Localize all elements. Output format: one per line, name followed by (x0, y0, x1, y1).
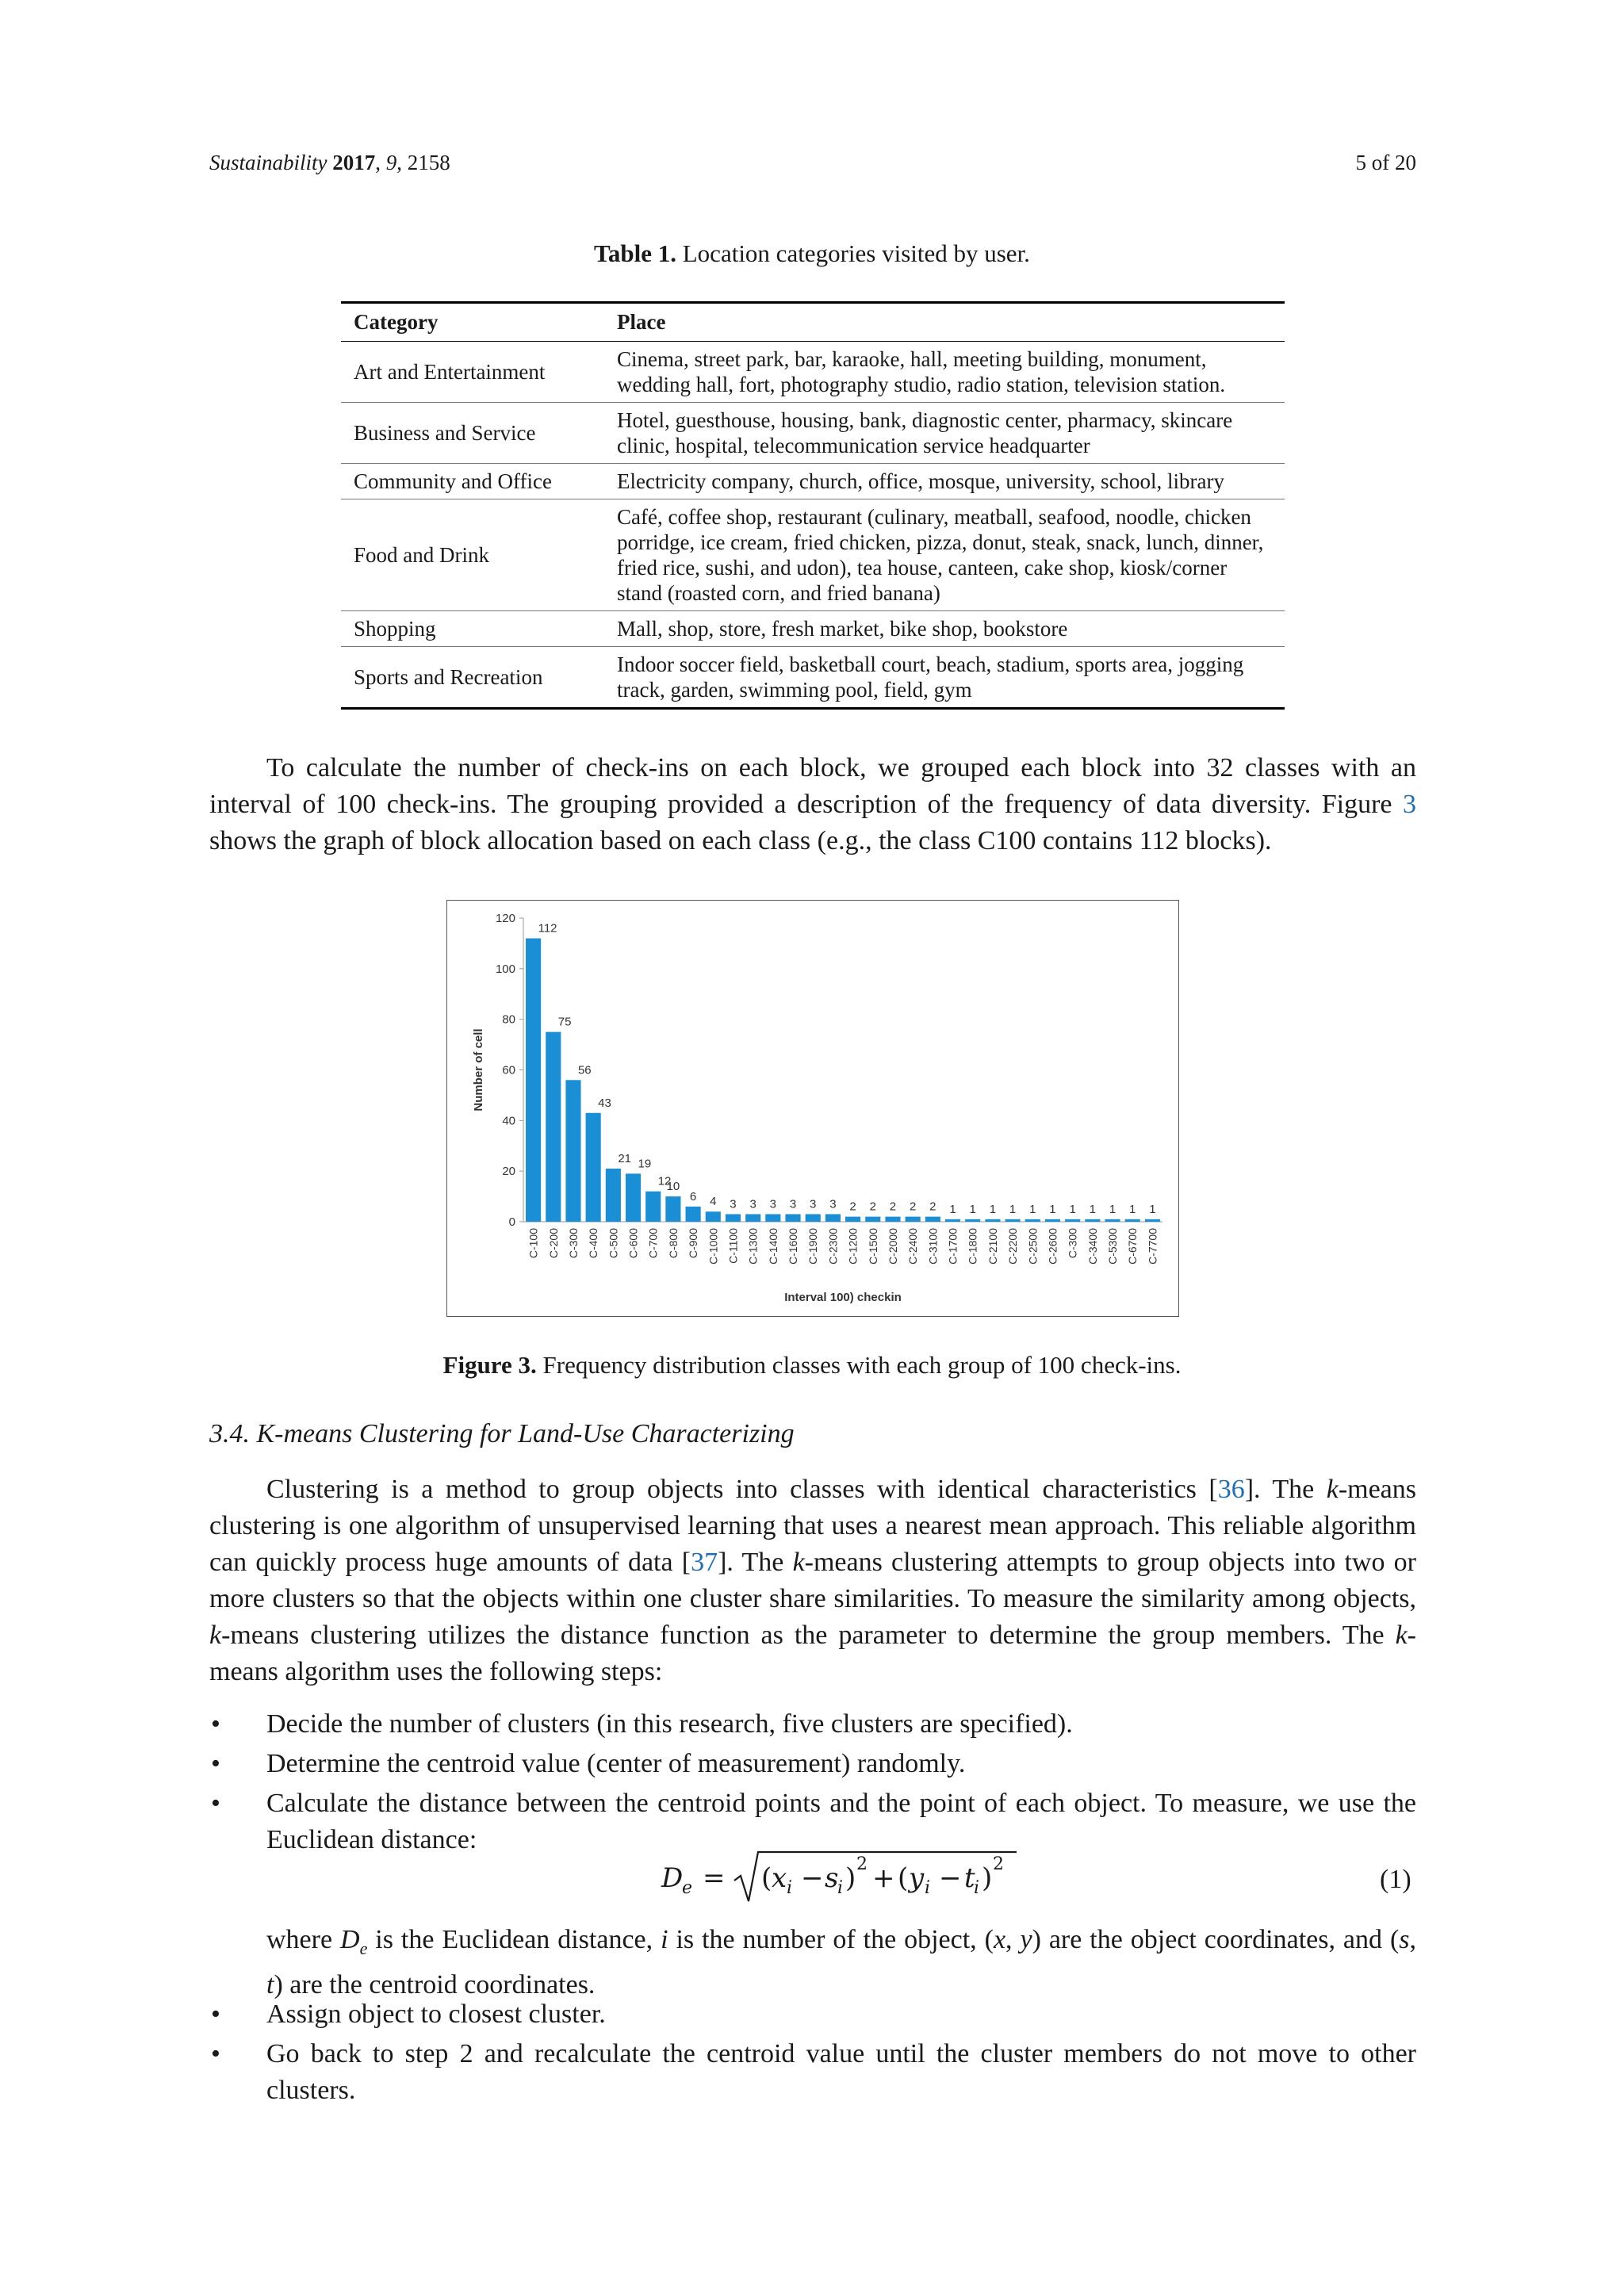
col-header-category: Category (341, 303, 604, 342)
svg-text:(: ( (898, 1862, 909, 1894)
x-tick-label: C-2500 (1026, 1228, 1040, 1265)
data-label: 43 (598, 1096, 611, 1110)
data-label: 1 (1129, 1202, 1136, 1216)
y-tick-label: 0 (508, 1215, 515, 1229)
bar (565, 1080, 580, 1222)
list-item: • Calculate the distance between the centroid points and the point of each object. To measure, we use the Euclidean distance: (209, 1785, 1416, 1858)
x-tick-label: C-2600 (1046, 1228, 1059, 1265)
data-label: 3 (810, 1197, 817, 1211)
x-tick-label: C-800 (666, 1228, 680, 1259)
x-tick-label: C-200 (546, 1228, 560, 1259)
data-label: 2 (909, 1200, 917, 1214)
journal-citation: Sustainability 2017, 9, 2158 (209, 151, 450, 174)
x-tick-label: C-900 (687, 1228, 700, 1259)
svg-text:y: y (909, 1862, 925, 1894)
table-row (341, 342, 1285, 403)
svg-text:e: e (682, 1878, 693, 1898)
y-tick-label: 80 (502, 1012, 515, 1027)
paragraph-figure-intro: To calculate the number of check-ins on each block, we grouped each block into 32 classes with an interval of 100 check-ins. The grouping provided a description of the frequency of data diversity. Figure 3 shows the graph of block allocation based on each class (e.g., the class C100 contains 112 blocks). (209, 753, 1416, 855)
cell-place: Hotel, guesthouse, housing, bank, diagnostic center, pharmacy, skincare clinic, hospital, telecommunication service headquarter (604, 403, 1285, 464)
data-label: 1 (969, 1202, 976, 1216)
steps-list (209, 1706, 1416, 1862)
x-tick-label: C-1000 (707, 1228, 720, 1265)
data-label: 112 (538, 921, 557, 936)
equation-number: (1) (1380, 1865, 1411, 1894)
cell-category: Sports and Recreation (341, 647, 604, 709)
data-label: 12 (657, 1174, 672, 1188)
chart-bars (526, 922, 1160, 1265)
cell-place: Mall, shop, store, fresh market, bike shop, bookstore (604, 611, 1285, 647)
cell-category: Community and Office (341, 464, 604, 499)
svg-text:t: t (964, 1862, 975, 1894)
data-label: 75 (557, 1015, 572, 1029)
svg-text:2: 2 (856, 1854, 868, 1874)
x-tick-label: C-1200 (846, 1228, 860, 1265)
x-axis-label: Interval 100) checkin (784, 1291, 902, 1304)
data-label: 56 (577, 1063, 592, 1077)
bar (1145, 1219, 1160, 1222)
bar (765, 1214, 780, 1222)
bar (845, 1217, 860, 1222)
x-tick-label: C-2300 (826, 1228, 840, 1265)
x-tick-label: C-2100 (986, 1228, 999, 1265)
data-label: 6 (689, 1189, 697, 1203)
data-label: 4 (710, 1195, 717, 1209)
data-label: 3 (829, 1197, 837, 1211)
x-tick-label: C-3400 (1086, 1228, 1099, 1265)
x-tick-label: C-2400 (906, 1228, 920, 1265)
citation-37-link[interactable]: 37 (691, 1548, 718, 1577)
data-label: 1 (1149, 1202, 1156, 1216)
x-tick-label: C-400 (587, 1228, 600, 1259)
y-tick-label: 120 (495, 912, 515, 925)
x-tick-label: C-1400 (766, 1228, 779, 1265)
data-label: 21 (618, 1151, 632, 1165)
data-label: 3 (789, 1197, 797, 1211)
svg-text:=: = (703, 1862, 726, 1894)
x-tick-label: C-500 (607, 1228, 620, 1259)
bar-chart (447, 901, 1178, 1316)
citation-36-link[interactable]: 36 (1217, 1475, 1245, 1504)
bar (665, 1196, 680, 1222)
cell-category: Business and Service (341, 403, 604, 464)
figure-caption: Figure 3. Frequency distribution classes with each group of 100 check-ins. (442, 1351, 1182, 1379)
x-tick-label: C-600 (626, 1228, 640, 1259)
bar (1125, 1219, 1140, 1222)
x-tick-label: C-5300 (1106, 1228, 1120, 1265)
data-label: 1 (1009, 1202, 1017, 1216)
svg-text:): ) (982, 1862, 993, 1894)
bar (806, 1214, 821, 1222)
x-tick-label: C-1700 (946, 1228, 959, 1265)
data-label: 2 (889, 1200, 897, 1214)
equation-explanation: where $D_e$ is the Euclidean distance, i is the number of the object, (x, y) are the object coordinates, and (s, t) are the centroid coordinates. (266, 1925, 1417, 1999)
categories-table (341, 301, 1285, 710)
data-label: 2 (869, 1200, 876, 1214)
data-label: 10 (666, 1180, 680, 1194)
bar (825, 1214, 841, 1222)
table-row (341, 403, 1285, 464)
svg-text:(: ( (761, 1862, 772, 1894)
bar (706, 1211, 721, 1222)
x-tick-label: C-100 (527, 1228, 540, 1259)
data-label: 1 (989, 1202, 997, 1216)
cell-place: Cinema, street park, bar, karaoke, hall, meeting building, monument, wedding hall, fort, photography studio, radio station, television station. (604, 342, 1285, 403)
data-label: 1 (1109, 1202, 1116, 1216)
cell-category: Shopping (341, 611, 604, 647)
table-caption: Table 1. Location categories visited by user. (594, 239, 1030, 267)
data-label: 2 (929, 1200, 936, 1214)
data-label: 3 (749, 1197, 756, 1211)
x-tick-label: C-3100 (926, 1228, 940, 1265)
y-tick-label: 100 (495, 962, 515, 976)
data-label: 1 (1029, 1202, 1036, 1216)
section-heading: 3.4. K-means Clustering for Land-Use Characterizing (209, 1419, 795, 1448)
table-row (341, 647, 1285, 709)
bar (546, 1032, 561, 1222)
x-tick-label: C-2200 (1006, 1228, 1020, 1265)
bar (606, 1169, 621, 1222)
svg-text:): ) (845, 1862, 856, 1894)
x-tick-label: C-1100 (726, 1228, 740, 1264)
table-row (341, 464, 1285, 499)
euclidean-equation (658, 1841, 1039, 1912)
x-tick-label: C-300 (566, 1228, 580, 1259)
bar (945, 1219, 960, 1222)
svg-text:−: − (939, 1862, 962, 1894)
svg-text:i: i (925, 1878, 931, 1898)
y-axis-label: Number of cell (472, 1028, 485, 1112)
list-item: • Go back to step 2 and recalculate the centroid value until the cluster members do not move to other clusters. (209, 2036, 1416, 2109)
svg-text:−: − (801, 1862, 824, 1894)
svg-text:i: i (974, 1878, 980, 1898)
figure-3-chart (446, 900, 1179, 1317)
cell-category: Art and Entertainment (341, 342, 604, 403)
bar (1025, 1219, 1040, 1222)
x-tick-label: C-300 (1066, 1228, 1079, 1259)
svg-text:x: x (772, 1862, 787, 1894)
svg-text:i: i (787, 1878, 793, 1898)
svg-text:2: 2 (993, 1854, 1004, 1874)
data-label: 2 (849, 1200, 856, 1214)
bar (726, 1214, 741, 1222)
running-header (209, 151, 1416, 175)
cell-category: Food and Drink (341, 499, 604, 611)
data-label: 1 (1049, 1202, 1056, 1216)
svg-text:i: i (837, 1878, 844, 1898)
list-item: • Determine the centroid value (center of measurement) randomly. (209, 1746, 1416, 1782)
steps-list-continued (209, 1996, 1416, 2112)
bar (626, 1173, 641, 1222)
data-label: 1 (1089, 1202, 1097, 1216)
page-number: 5 of 20 (1355, 151, 1416, 174)
paragraph-kmeans: Clustering is a method to group objects into classes with identical characteristics [36]. The k-means clustering is one algorithm of unsupervised learning that uses a nearest mean approach. This reliable algorithm can quickly process huge amounts of data [37]. The k-means clustering attempts to group objects into two or more clusters so that the objects within one cluster share similarities. To measure the similarity among objects, k-means clustering utilizes the distance function as the parameter to determine the group members. The k-means algorithm uses the following steps: (209, 1475, 1416, 1686)
cell-place: Café, coffee shop, restaurant (culinary, meatball, seafood, noodle, chicken porridge, ice cream, fried chicken, pizza, donut, steak, snack, lunch, dinner, fried rice, sushi, and udon), tea house, canteen, cake shop, kiosk/corner stand (roasted corn, and fried banana) (604, 499, 1285, 611)
bar (965, 1219, 980, 1222)
bar (1105, 1219, 1120, 1222)
bar (586, 1113, 601, 1222)
y-tick-label: 40 (502, 1114, 515, 1128)
data-label: 19 (638, 1157, 652, 1171)
col-header-place: Place (604, 303, 1285, 342)
list-item: • Assign object to closest cluster. (209, 1996, 1416, 2033)
table-row (341, 611, 1285, 647)
table-row (341, 499, 1285, 611)
y-tick-label: 20 (502, 1165, 515, 1179)
equation-graphic (658, 1841, 1039, 1912)
bar (1065, 1219, 1080, 1222)
bar (906, 1217, 921, 1222)
x-tick-label: C-7700 (1146, 1228, 1159, 1265)
table-header-row (341, 303, 1285, 342)
x-tick-label: C-1300 (746, 1228, 760, 1265)
x-tick-label: C-1900 (806, 1228, 820, 1265)
bar (925, 1217, 940, 1222)
svg-text:D: D (661, 1862, 684, 1894)
bar (885, 1217, 900, 1222)
x-tick-label: C-1600 (787, 1228, 800, 1265)
svg-text:s: s (825, 1862, 839, 1894)
bar (686, 1207, 701, 1222)
y-tick-label: 60 (502, 1063, 515, 1077)
svg-text:+: + (872, 1862, 895, 1894)
data-label: 1 (1069, 1202, 1076, 1216)
bar (865, 1217, 880, 1222)
cell-place: Indoor soccer field, basketball court, beach, stadium, sports area, jogging track, garden, swimming pool, field, gym (604, 647, 1285, 709)
cell-place: Electricity company, church, office, mosque, university, school, library (604, 464, 1285, 499)
x-tick-label: C-6700 (1126, 1228, 1139, 1265)
data-label: 1 (949, 1202, 956, 1216)
figure-3-link[interactable]: 3 (1403, 790, 1416, 819)
bar (745, 1214, 760, 1222)
x-tick-label: C-1500 (866, 1228, 879, 1265)
bar (1045, 1219, 1060, 1222)
list-item: • Decide the number of clusters (in this research, five clusters are specified). (209, 1706, 1416, 1743)
x-tick-label: C-1800 (966, 1228, 979, 1265)
bar (1085, 1219, 1100, 1222)
bar (1005, 1219, 1021, 1222)
data-label: 3 (730, 1197, 737, 1211)
data-label: 3 (769, 1197, 777, 1211)
bar (985, 1219, 1000, 1222)
bar (785, 1214, 800, 1222)
bar (645, 1192, 661, 1222)
x-tick-label: C-2000 (886, 1228, 899, 1265)
x-tick-label: C-700 (646, 1228, 660, 1259)
bar (526, 939, 541, 1222)
